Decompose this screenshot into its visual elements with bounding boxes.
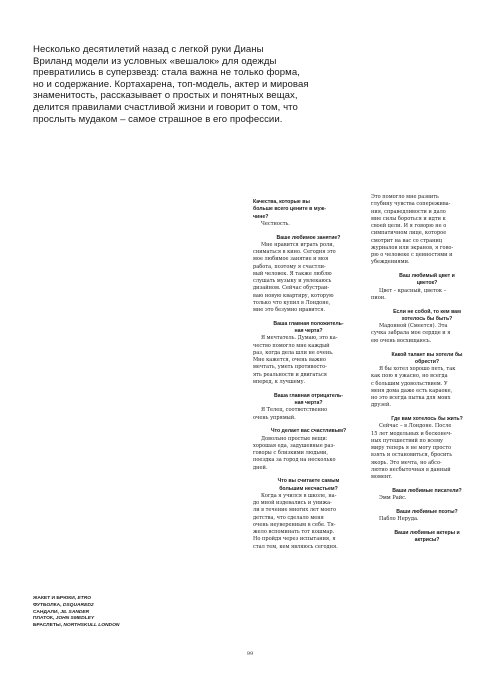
answer-line: слушать музыку и увлекаюсь	[253, 278, 332, 285]
interview-question	[371, 488, 483, 495]
answer-line: лютно несбыточная в данный	[371, 466, 451, 473]
answer-line: ею очень восхищаюсь.	[371, 337, 432, 344]
answer-line: только что купил в Лондоне,	[253, 299, 331, 306]
question-line: чине?	[253, 213, 269, 220]
answer-line: дизайном. Сейчас обустраи-	[253, 285, 330, 292]
question-line: ная черта?	[294, 400, 323, 407]
credit-brand: JOHN SMEDLEY	[55, 616, 95, 622]
answer-line: якорь. Это мечта, но абсо-	[371, 459, 442, 466]
answer-line: дней.	[253, 464, 268, 471]
answer-line: пион.	[371, 294, 386, 301]
credit-brand: JIL SANDER	[60, 609, 90, 615]
answer-line: очень неуверенным в себе. Тя-	[253, 521, 336, 528]
answer-line: ваю новую квартиру, которую	[253, 292, 334, 299]
answer-line: Цвет – красный, цветок –	[379, 287, 447, 294]
credit-item: ПЛАТОК,	[33, 616, 56, 622]
interview-answer	[253, 335, 364, 386]
question-line: Ваши любимые актеры и	[394, 530, 460, 537]
question-line: обрести?	[414, 358, 440, 365]
credit-brand: DSQUARED2	[62, 602, 94, 608]
answer-line: рю о человеке с ценностями и	[371, 252, 453, 258]
credit-item: БРАСЛЕТЫ,	[33, 623, 64, 629]
interview-answer	[371, 423, 483, 481]
interview-answer	[253, 407, 364, 422]
answer-line: момент.	[371, 474, 393, 481]
answer-line: Сейчас – в Лондоне. После	[379, 423, 452, 430]
answer-line: сниматься в кино. Сегодня это	[253, 249, 336, 256]
answer-line: очень упрямый.	[253, 414, 296, 421]
answer-line: Я мечтатель. Думаю, это ка-	[261, 335, 338, 342]
answer-line: поездка за город на несколько	[253, 457, 336, 464]
interview-column-left	[253, 199, 364, 558]
interview-column-right	[371, 194, 483, 545]
answer-line: жело вспоминать тот кошмар.	[253, 529, 335, 536]
question-line: большим несчастьем?	[279, 485, 338, 492]
answer-line: вый человек. Я также люблю	[253, 270, 332, 277]
interview-answer	[371, 366, 483, 410]
question-line: Что вы считаете самым	[277, 478, 340, 485]
interview-question	[371, 416, 483, 423]
interview-question	[371, 273, 483, 288]
credit-item: САНДАЛИ,	[33, 609, 61, 615]
interview-question	[253, 235, 364, 242]
answer-line: ных путешествий по всему	[371, 437, 443, 444]
intro-line: Вриланд модели из условных «вешалок» для одежды	[33, 55, 277, 67]
outfit-credits	[33, 596, 153, 630]
interview-answer	[253, 242, 364, 315]
interview-question	[253, 321, 364, 336]
question-line: Что делает вас счастливым?	[270, 428, 347, 435]
answer-line: до мной издевались и унижа-	[253, 500, 332, 507]
question-line: Ваши любимые писатели?	[392, 487, 462, 494]
question-line: Ваше любимое занятие?	[276, 234, 341, 241]
interview-question	[371, 309, 483, 324]
answer-line: мне силы бороться и идти к	[371, 215, 446, 222]
answer-line: детства, что сделало меня	[253, 514, 324, 521]
answer-line: чество помогло мне каждый	[253, 342, 330, 349]
interview-answer	[371, 516, 483, 523]
answer-line: Честность.	[261, 220, 290, 227]
intro-paragraph	[33, 44, 353, 125]
answer-line: вперед, к лучшему.	[253, 378, 306, 385]
intro-line: прослыть мудаком – самое страшное в его профессии.	[33, 113, 283, 125]
interview-answer	[371, 288, 483, 303]
interview-answer	[253, 221, 364, 228]
interview-question	[371, 352, 483, 367]
answer-line: мечтать, уметь противосто-	[253, 364, 327, 371]
answer-line: Я Телец, соответственно	[261, 407, 328, 414]
answer-line: стал тем, кем являюсь сегодня.	[253, 543, 338, 550]
answer-line: Мне нравится играть роли,	[261, 241, 335, 248]
answer-line: взять и остановиться, бросить	[371, 452, 452, 459]
credit-brand: NORTHSKULL LONDON	[63, 623, 120, 629]
answer-line: но это всегда пытка для моих	[371, 395, 451, 402]
answer-line: работа, поэтому я счастли-	[253, 263, 326, 270]
question-line: цветок?	[416, 280, 438, 287]
question-line: Ваша главная положитель-	[273, 320, 344, 327]
answer-line: Довольно простые вещи:	[261, 435, 328, 442]
answer-line: симпатичном лице, которое	[371, 230, 447, 237]
question-line: хотелось бы быть?	[401, 315, 453, 322]
answer-line: 15 лет модельных и бесконеч-	[371, 430, 452, 437]
answer-line: раз, когда дела шли не очень.	[253, 349, 334, 356]
credit-line	[33, 596, 153, 603]
intro-line: превратились в суперзвезд: стала важна не только форма,	[33, 67, 300, 79]
answer-line: друзей.	[371, 402, 392, 409]
answer-line: мое любимое занятие и моя	[253, 256, 329, 263]
answer-line: меня дома даже есть караоке,	[371, 387, 453, 394]
credit-brand: ETRO	[77, 596, 92, 601]
answer-line: хорошая еда, задушевные раз-	[253, 442, 335, 449]
answer-line: Но пройдя через испытания, я	[253, 536, 336, 543]
question-line: Если не собой, то кем вам	[393, 308, 461, 315]
answer-line: Эмм Райс.	[379, 495, 407, 502]
interview-question	[253, 199, 364, 221]
answer-line: глубину чувства сопережива-	[371, 201, 451, 208]
credit-line	[33, 623, 153, 630]
interview-answer	[371, 194, 483, 267]
answer-line: журналов или экранов, я гово-	[371, 244, 454, 251]
interview-answer	[253, 436, 364, 472]
intro-line: делится правилами счастливой жизни и говорит о том, что	[33, 101, 298, 113]
answer-line: убеждениями.	[371, 259, 410, 266]
intro-line: Несколько десятилетий назад с легкой руки Дианы	[33, 44, 264, 55]
credit-item: ФУТБОЛКА,	[33, 602, 63, 608]
answer-line: Пабло Неруда.	[379, 516, 419, 523]
question-line: ная черта?	[294, 328, 323, 335]
interview-answer	[371, 495, 483, 502]
answer-line: смотрит на вас со страниц	[371, 237, 443, 244]
answer-line: как пою я ужасно, но всегда	[371, 373, 448, 380]
answer-line: с большим удовольствием. У	[371, 380, 448, 387]
answer-line: говоры с близкими людьми,	[253, 450, 328, 457]
question-line: Ваша главная отрицатель-	[274, 392, 343, 399]
credit-item: ЖАКЕТ И БРЮКИ,	[33, 596, 78, 601]
question-line: Качества, которые вы	[253, 199, 310, 205]
answer-line: Когда я учился в школе, на-	[261, 492, 337, 499]
page-number: 99	[246, 651, 254, 657]
answer-line: ли в течение многих лет моего	[253, 507, 337, 514]
answer-line: миру теперь я не могу просто	[371, 445, 452, 452]
answer-line: своей цели. И я говорю не о	[371, 223, 447, 229]
intro-line: но и содержание. Кортахарена, топ-модель, актер и мировая	[33, 78, 309, 90]
question-line: актрисы?	[414, 537, 440, 544]
interview-question	[253, 428, 364, 435]
answer-line: Мадонной (Смеется). Эта	[379, 323, 448, 330]
question-line: Ваш любимый цвет и	[399, 273, 455, 280]
question-line: Ваши любимые поэты?	[396, 509, 458, 516]
interview-answer	[253, 493, 364, 551]
answer-line: Я бы хотел хорошо петь, так	[379, 366, 456, 373]
question-line: Какой талант вы хотели бы	[391, 351, 463, 358]
interview-question	[253, 393, 364, 408]
answer-line: ния, справедливости и дало	[371, 208, 446, 215]
answer-line: Мне кажется, очень важно	[253, 357, 326, 364]
interview-question	[371, 530, 483, 545]
interview-question	[253, 478, 364, 493]
intro-line: знаменитость, рассказывает о простых и понятных вещах,	[33, 90, 298, 102]
credit-line	[33, 603, 153, 610]
answer-line: сучка забрала мое сердце и я	[371, 330, 451, 337]
answer-line: ять реальности и двигаться	[253, 371, 327, 378]
question-line: Где вам хотелось бы жить?	[391, 416, 463, 423]
interview-answer	[371, 323, 483, 345]
answer-line: Это помогло мне развить	[371, 194, 439, 200]
answer-line: мне это безумно нравится.	[253, 307, 326, 314]
question-line: больше всего цените в муж-	[253, 206, 326, 213]
